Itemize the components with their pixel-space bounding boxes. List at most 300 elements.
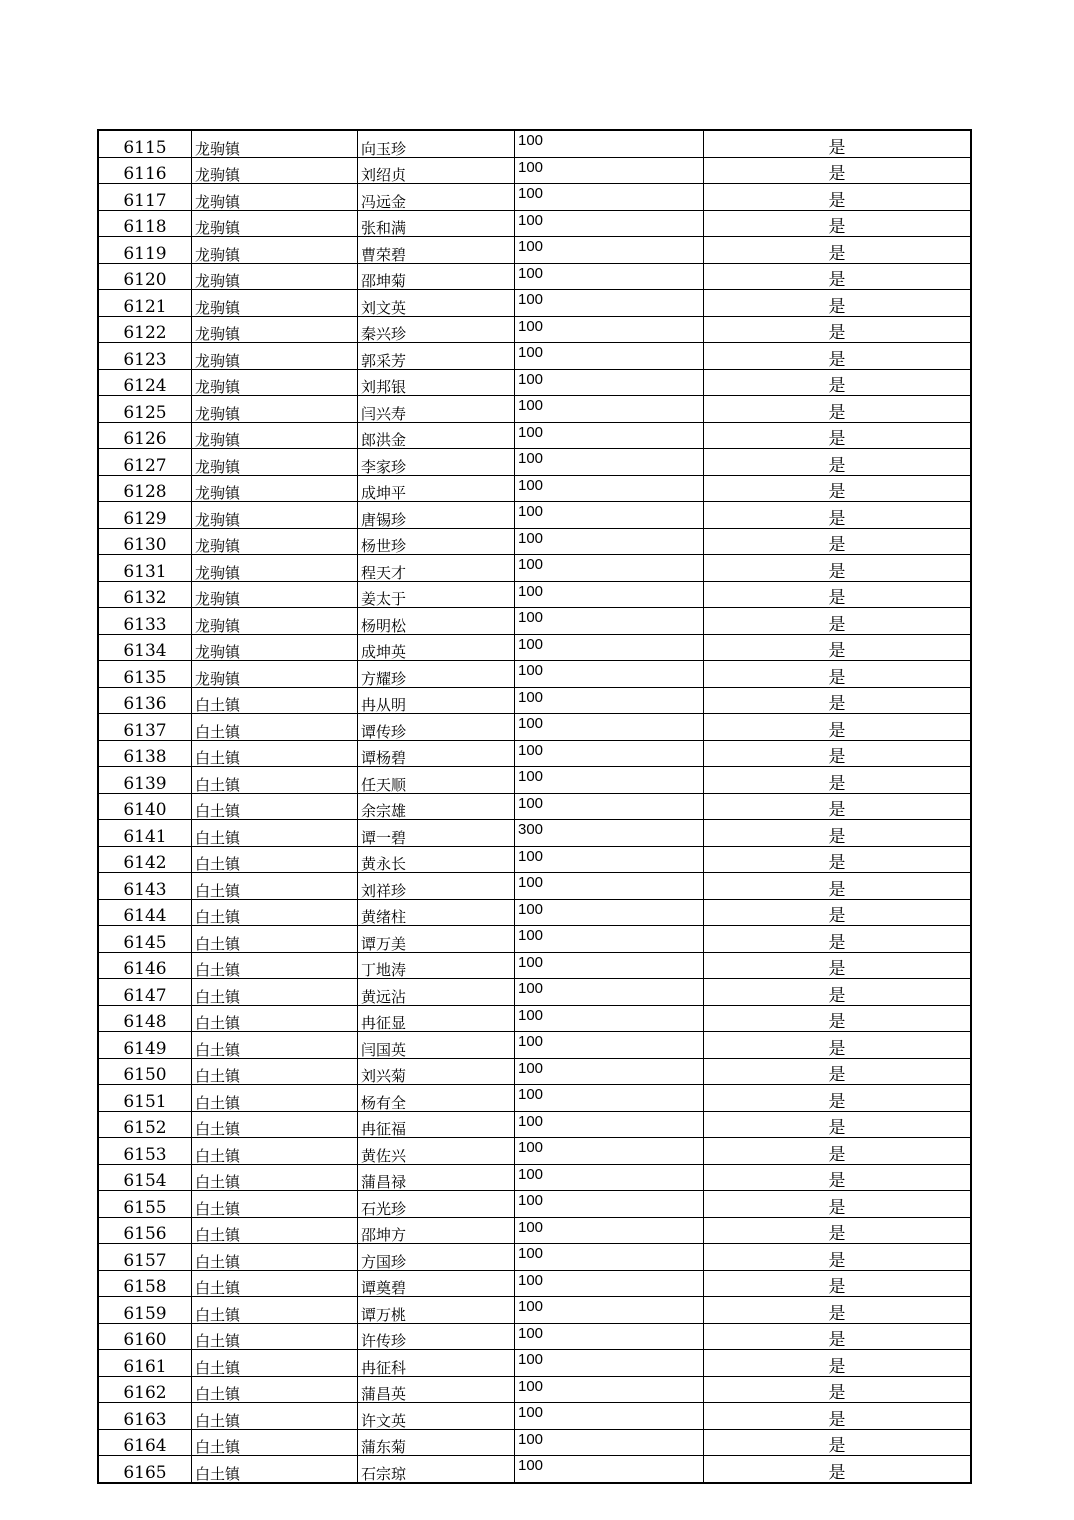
person-name-cell: 成坤平 [358,475,515,502]
table-row [98,1376,971,1403]
amount-cell: 100 [515,1217,704,1244]
row-number-cell: 6117 [98,184,192,211]
person-name-cell: 谭一碧 [358,820,515,847]
row-number-cell: 6128 [98,475,192,502]
row-number-cell: 6121 [98,290,192,317]
row-number-cell: 6141 [98,820,192,847]
town-cell: 白土镇 [192,979,358,1006]
town-cell: 白土镇 [192,1456,358,1483]
person-name-cell: 丁地涛 [358,952,515,979]
amount-cell: 100 [515,210,704,237]
row-number-cell: 6137 [98,714,192,741]
status-cell: 是 [704,422,972,449]
table-row [98,1350,971,1377]
town-cell: 白土镇 [192,1403,358,1430]
person-name-cell: 冉征显 [358,1005,515,1032]
person-name-cell: 杨世珍 [358,528,515,555]
table-row [98,475,971,502]
town-cell: 龙驹镇 [192,316,358,343]
town-cell: 白土镇 [192,846,358,873]
row-number-cell: 6155 [98,1191,192,1218]
status-cell: 是 [704,1111,972,1138]
table-row [98,184,971,211]
table-row [98,926,971,953]
row-number-cell: 6134 [98,634,192,661]
amount-cell: 100 [515,873,704,900]
town-cell: 龙驹镇 [192,396,358,423]
row-number-cell: 6156 [98,1217,192,1244]
amount-cell: 100 [515,608,704,635]
person-name-cell: 刘文英 [358,290,515,317]
amount-cell: 100 [515,1297,704,1324]
table-row [98,210,971,237]
amount-cell: 100 [515,1270,704,1297]
town-cell: 龙驹镇 [192,661,358,688]
amount-cell: 100 [515,687,704,714]
status-cell: 是 [704,1429,972,1456]
status-cell: 是 [704,1376,972,1403]
town-cell: 白土镇 [192,714,358,741]
table-row [98,263,971,290]
table-row [98,369,971,396]
table-row [98,581,971,608]
status-cell: 是 [704,820,972,847]
person-name-cell: 秦兴珍 [358,316,515,343]
person-name-cell: 杨有全 [358,1085,515,1112]
person-name-cell: 冉从明 [358,687,515,714]
row-number-cell: 6132 [98,581,192,608]
table-row [98,449,971,476]
row-number-cell: 6127 [98,449,192,476]
row-number-cell: 6130 [98,528,192,555]
person-name-cell: 冉征福 [358,1111,515,1138]
status-cell: 是 [704,316,972,343]
person-name-cell: 黄远沾 [358,979,515,1006]
status-cell: 是 [704,1032,972,1059]
town-cell: 白土镇 [192,1085,358,1112]
person-name-cell: 程天才 [358,555,515,582]
row-number-cell: 6119 [98,237,192,264]
amount-cell: 100 [515,899,704,926]
town-cell: 白土镇 [192,1164,358,1191]
person-name-cell: 谭奠碧 [358,1270,515,1297]
status-cell: 是 [704,1403,972,1430]
status-cell: 是 [704,873,972,900]
amount-cell: 100 [515,1085,704,1112]
table-row [98,1032,971,1059]
person-name-cell: 唐锡珍 [358,502,515,529]
status-cell: 是 [704,1350,972,1377]
amount-cell: 100 [515,1005,704,1032]
person-name-cell: 谭万桃 [358,1297,515,1324]
status-cell: 是 [704,899,972,926]
status-cell: 是 [704,184,972,211]
town-cell: 白土镇 [192,952,358,979]
status-cell: 是 [704,1085,972,1112]
row-number-cell: 6136 [98,687,192,714]
amount-cell: 100 [515,1138,704,1165]
amount-cell: 100 [515,263,704,290]
town-cell: 白土镇 [192,1323,358,1350]
amount-cell: 100 [515,1032,704,1059]
person-name-cell: 成坤英 [358,634,515,661]
town-cell: 白土镇 [192,1191,358,1218]
person-name-cell: 余宗雄 [358,793,515,820]
row-number-cell: 6151 [98,1085,192,1112]
person-name-cell: 邵坤菊 [358,263,515,290]
table-row [98,661,971,688]
amount-cell: 100 [515,475,704,502]
amount-cell: 100 [515,846,704,873]
town-cell: 龙驹镇 [192,290,358,317]
person-name-cell: 李家珍 [358,449,515,476]
status-cell: 是 [704,1138,972,1165]
person-name-cell: 石光珍 [358,1191,515,1218]
row-number-cell: 6138 [98,740,192,767]
amount-cell: 100 [515,793,704,820]
row-number-cell: 6150 [98,1058,192,1085]
town-cell: 白土镇 [192,1058,358,1085]
table-row [98,608,971,635]
table-row [98,237,971,264]
table-row [98,740,971,767]
status-cell: 是 [704,210,972,237]
status-cell: 是 [704,263,972,290]
person-name-cell: 任天顺 [358,767,515,794]
person-name-cell: 刘邦银 [358,369,515,396]
town-cell: 龙驹镇 [192,369,358,396]
table-row [98,290,971,317]
town-cell: 白土镇 [192,1005,358,1032]
row-number-cell: 6143 [98,873,192,900]
town-cell: 白土镇 [192,926,358,953]
amount-cell: 300 [515,820,704,847]
town-cell: 白土镇 [192,1297,358,1324]
row-number-cell: 6125 [98,396,192,423]
row-number-cell: 6160 [98,1323,192,1350]
person-name-cell: 黄佐兴 [358,1138,515,1165]
row-number-cell: 6158 [98,1270,192,1297]
status-cell: 是 [704,846,972,873]
table-row [98,422,971,449]
town-cell: 白土镇 [192,1429,358,1456]
status-cell: 是 [704,555,972,582]
amount-cell: 100 [515,714,704,741]
person-name-cell: 闫兴寿 [358,396,515,423]
table-row [98,687,971,714]
amount-cell: 100 [515,555,704,582]
amount-cell: 100 [515,316,704,343]
row-number-cell: 6126 [98,422,192,449]
person-name-cell: 方国珍 [358,1244,515,1271]
status-cell: 是 [704,237,972,264]
amount-cell: 100 [515,1350,704,1377]
status-cell: 是 [704,926,972,953]
person-name-cell: 黄绪柱 [358,899,515,926]
status-cell: 是 [704,687,972,714]
town-cell: 白土镇 [192,1376,358,1403]
row-number-cell: 6140 [98,793,192,820]
town-cell: 龙驹镇 [192,422,358,449]
row-number-cell: 6152 [98,1111,192,1138]
town-cell: 白土镇 [192,899,358,926]
status-cell: 是 [704,1058,972,1085]
town-cell: 龙驹镇 [192,263,358,290]
amount-cell: 100 [515,1456,704,1483]
person-name-cell: 郭采芳 [358,343,515,370]
status-cell: 是 [704,528,972,555]
status-cell: 是 [704,369,972,396]
status-cell: 是 [704,581,972,608]
status-cell: 是 [704,1191,972,1218]
row-number-cell: 6164 [98,1429,192,1456]
table-row [98,793,971,820]
status-cell: 是 [704,1005,972,1032]
status-cell: 是 [704,343,972,370]
town-cell: 龙驹镇 [192,449,358,476]
person-name-cell: 冉征科 [358,1350,515,1377]
row-number-cell: 6157 [98,1244,192,1271]
amount-cell: 100 [515,1164,704,1191]
status-cell: 是 [704,714,972,741]
status-cell: 是 [704,290,972,317]
town-cell: 龙驹镇 [192,343,358,370]
town-cell: 龙驹镇 [192,210,358,237]
town-cell: 龙驹镇 [192,502,358,529]
person-name-cell: 方耀珍 [358,661,515,688]
table-row [98,1297,971,1324]
amount-cell: 100 [515,184,704,211]
amount-cell: 100 [515,661,704,688]
amount-cell: 100 [515,581,704,608]
status-cell: 是 [704,157,972,184]
town-cell: 龙驹镇 [192,184,358,211]
town-cell: 白土镇 [192,1350,358,1377]
table-row [98,528,971,555]
amount-cell: 100 [515,740,704,767]
table-row [98,1429,971,1456]
amount-cell: 100 [515,369,704,396]
amount-cell: 100 [515,1244,704,1271]
status-cell: 是 [704,1297,972,1324]
town-cell: 龙驹镇 [192,475,358,502]
row-number-cell: 6161 [98,1350,192,1377]
amount-cell: 100 [515,1429,704,1456]
status-cell: 是 [704,608,972,635]
person-name-cell: 郎洪金 [358,422,515,449]
table-row [98,1164,971,1191]
table-row [98,316,971,343]
status-cell: 是 [704,449,972,476]
row-number-cell: 6148 [98,1005,192,1032]
row-number-cell: 6124 [98,369,192,396]
person-name-cell: 闫国英 [358,1032,515,1059]
row-number-cell: 6159 [98,1297,192,1324]
row-number-cell: 6154 [98,1164,192,1191]
status-cell: 是 [704,634,972,661]
amount-cell: 100 [515,926,704,953]
town-cell: 龙驹镇 [192,237,358,264]
table-body [98,130,971,1483]
status-cell: 是 [704,793,972,820]
amount-cell: 100 [515,1191,704,1218]
table-row [98,714,971,741]
table-row [98,1403,971,1430]
person-name-cell: 刘兴菊 [358,1058,515,1085]
amount-cell: 100 [515,290,704,317]
row-number-cell: 6149 [98,1032,192,1059]
amount-cell: 100 [515,396,704,423]
table-row [98,1138,971,1165]
person-name-cell: 曹荣碧 [358,237,515,264]
amount-cell: 100 [515,449,704,476]
person-name-cell: 刘绍贞 [358,157,515,184]
row-number-cell: 6131 [98,555,192,582]
status-cell: 是 [704,1244,972,1271]
person-name-cell: 向玉珍 [358,130,515,157]
status-cell: 是 [704,661,972,688]
person-name-cell: 张和满 [358,210,515,237]
status-cell: 是 [704,767,972,794]
town-cell: 白土镇 [192,1111,358,1138]
amount-cell: 100 [515,343,704,370]
table-row [98,634,971,661]
person-name-cell: 蒲东菊 [358,1429,515,1456]
town-cell: 龙驹镇 [192,157,358,184]
town-cell: 龙驹镇 [192,608,358,635]
status-cell: 是 [704,1164,972,1191]
status-cell: 是 [704,740,972,767]
row-number-cell: 6162 [98,1376,192,1403]
amount-cell: 100 [515,1058,704,1085]
person-name-cell: 谭杨碧 [358,740,515,767]
amount-cell: 100 [515,237,704,264]
status-cell: 是 [704,396,972,423]
amount-cell: 100 [515,528,704,555]
table-row [98,1085,971,1112]
person-name-cell: 许文英 [358,1403,515,1430]
status-cell: 是 [704,475,972,502]
status-cell: 是 [704,1217,972,1244]
status-cell: 是 [704,130,972,157]
amount-cell: 100 [515,952,704,979]
amount-cell: 100 [515,634,704,661]
town-cell: 白土镇 [192,687,358,714]
amount-cell: 100 [515,1376,704,1403]
row-number-cell: 6122 [98,316,192,343]
person-name-cell: 刘祥珍 [358,873,515,900]
town-cell: 白土镇 [192,1244,358,1271]
town-cell: 白土镇 [192,1270,358,1297]
table-row [98,1111,971,1138]
town-cell: 白土镇 [192,1138,358,1165]
amount-cell: 100 [515,130,704,157]
amount-cell: 100 [515,1111,704,1138]
town-cell: 白土镇 [192,1032,358,1059]
person-name-cell: 杨明松 [358,608,515,635]
row-number-cell: 6115 [98,130,192,157]
table-row [98,979,971,1006]
table-row [98,1217,971,1244]
row-number-cell: 6146 [98,952,192,979]
person-name-cell: 姜太于 [358,581,515,608]
row-number-cell: 6133 [98,608,192,635]
person-name-cell: 谭传珍 [358,714,515,741]
row-number-cell: 6120 [98,263,192,290]
amount-cell: 100 [515,979,704,1006]
row-number-cell: 6142 [98,846,192,873]
row-number-cell: 6116 [98,157,192,184]
person-name-cell: 蒲昌英 [358,1376,515,1403]
table-row [98,952,971,979]
amount-cell: 100 [515,767,704,794]
status-cell: 是 [704,1323,972,1350]
row-number-cell: 6123 [98,343,192,370]
table-row [98,1270,971,1297]
amount-cell: 100 [515,1323,704,1350]
row-number-cell: 6163 [98,1403,192,1430]
row-number-cell: 6135 [98,661,192,688]
town-cell: 白土镇 [192,767,358,794]
amount-cell: 100 [515,157,704,184]
person-name-cell: 许传珍 [358,1323,515,1350]
table-row [98,1058,971,1085]
table-row [98,396,971,423]
person-name-cell: 邵坤方 [358,1217,515,1244]
town-cell: 龙驹镇 [192,634,358,661]
person-name-cell: 黄永长 [358,846,515,873]
row-number-cell: 6165 [98,1456,192,1483]
data-table [97,129,972,1484]
status-cell: 是 [704,1456,972,1483]
table-row [98,767,971,794]
table-row [98,1191,971,1218]
town-cell: 龙驹镇 [192,555,358,582]
table-row [98,1005,971,1032]
status-cell: 是 [704,952,972,979]
town-cell: 白土镇 [192,740,358,767]
table-row [98,873,971,900]
amount-cell: 100 [515,1403,704,1430]
table-row [98,1456,971,1483]
status-cell: 是 [704,1270,972,1297]
person-name-cell: 谭万美 [358,926,515,953]
person-name-cell: 石宗琼 [358,1456,515,1483]
row-number-cell: 6145 [98,926,192,953]
row-number-cell: 6144 [98,899,192,926]
row-number-cell: 6153 [98,1138,192,1165]
amount-cell: 100 [515,422,704,449]
table-row [98,157,971,184]
town-cell: 龙驹镇 [192,528,358,555]
table-row [98,555,971,582]
status-cell: 是 [704,979,972,1006]
status-cell: 是 [704,502,972,529]
person-name-cell: 蒲昌禄 [358,1164,515,1191]
town-cell: 白土镇 [192,793,358,820]
row-number-cell: 6129 [98,502,192,529]
table-row [98,1323,971,1350]
town-cell: 龙驹镇 [192,130,358,157]
town-cell: 白土镇 [192,873,358,900]
table-row [98,899,971,926]
town-cell: 白土镇 [192,820,358,847]
row-number-cell: 6139 [98,767,192,794]
amount-cell: 100 [515,502,704,529]
person-name-cell: 冯远金 [358,184,515,211]
table-row [98,130,971,157]
table-row [98,820,971,847]
